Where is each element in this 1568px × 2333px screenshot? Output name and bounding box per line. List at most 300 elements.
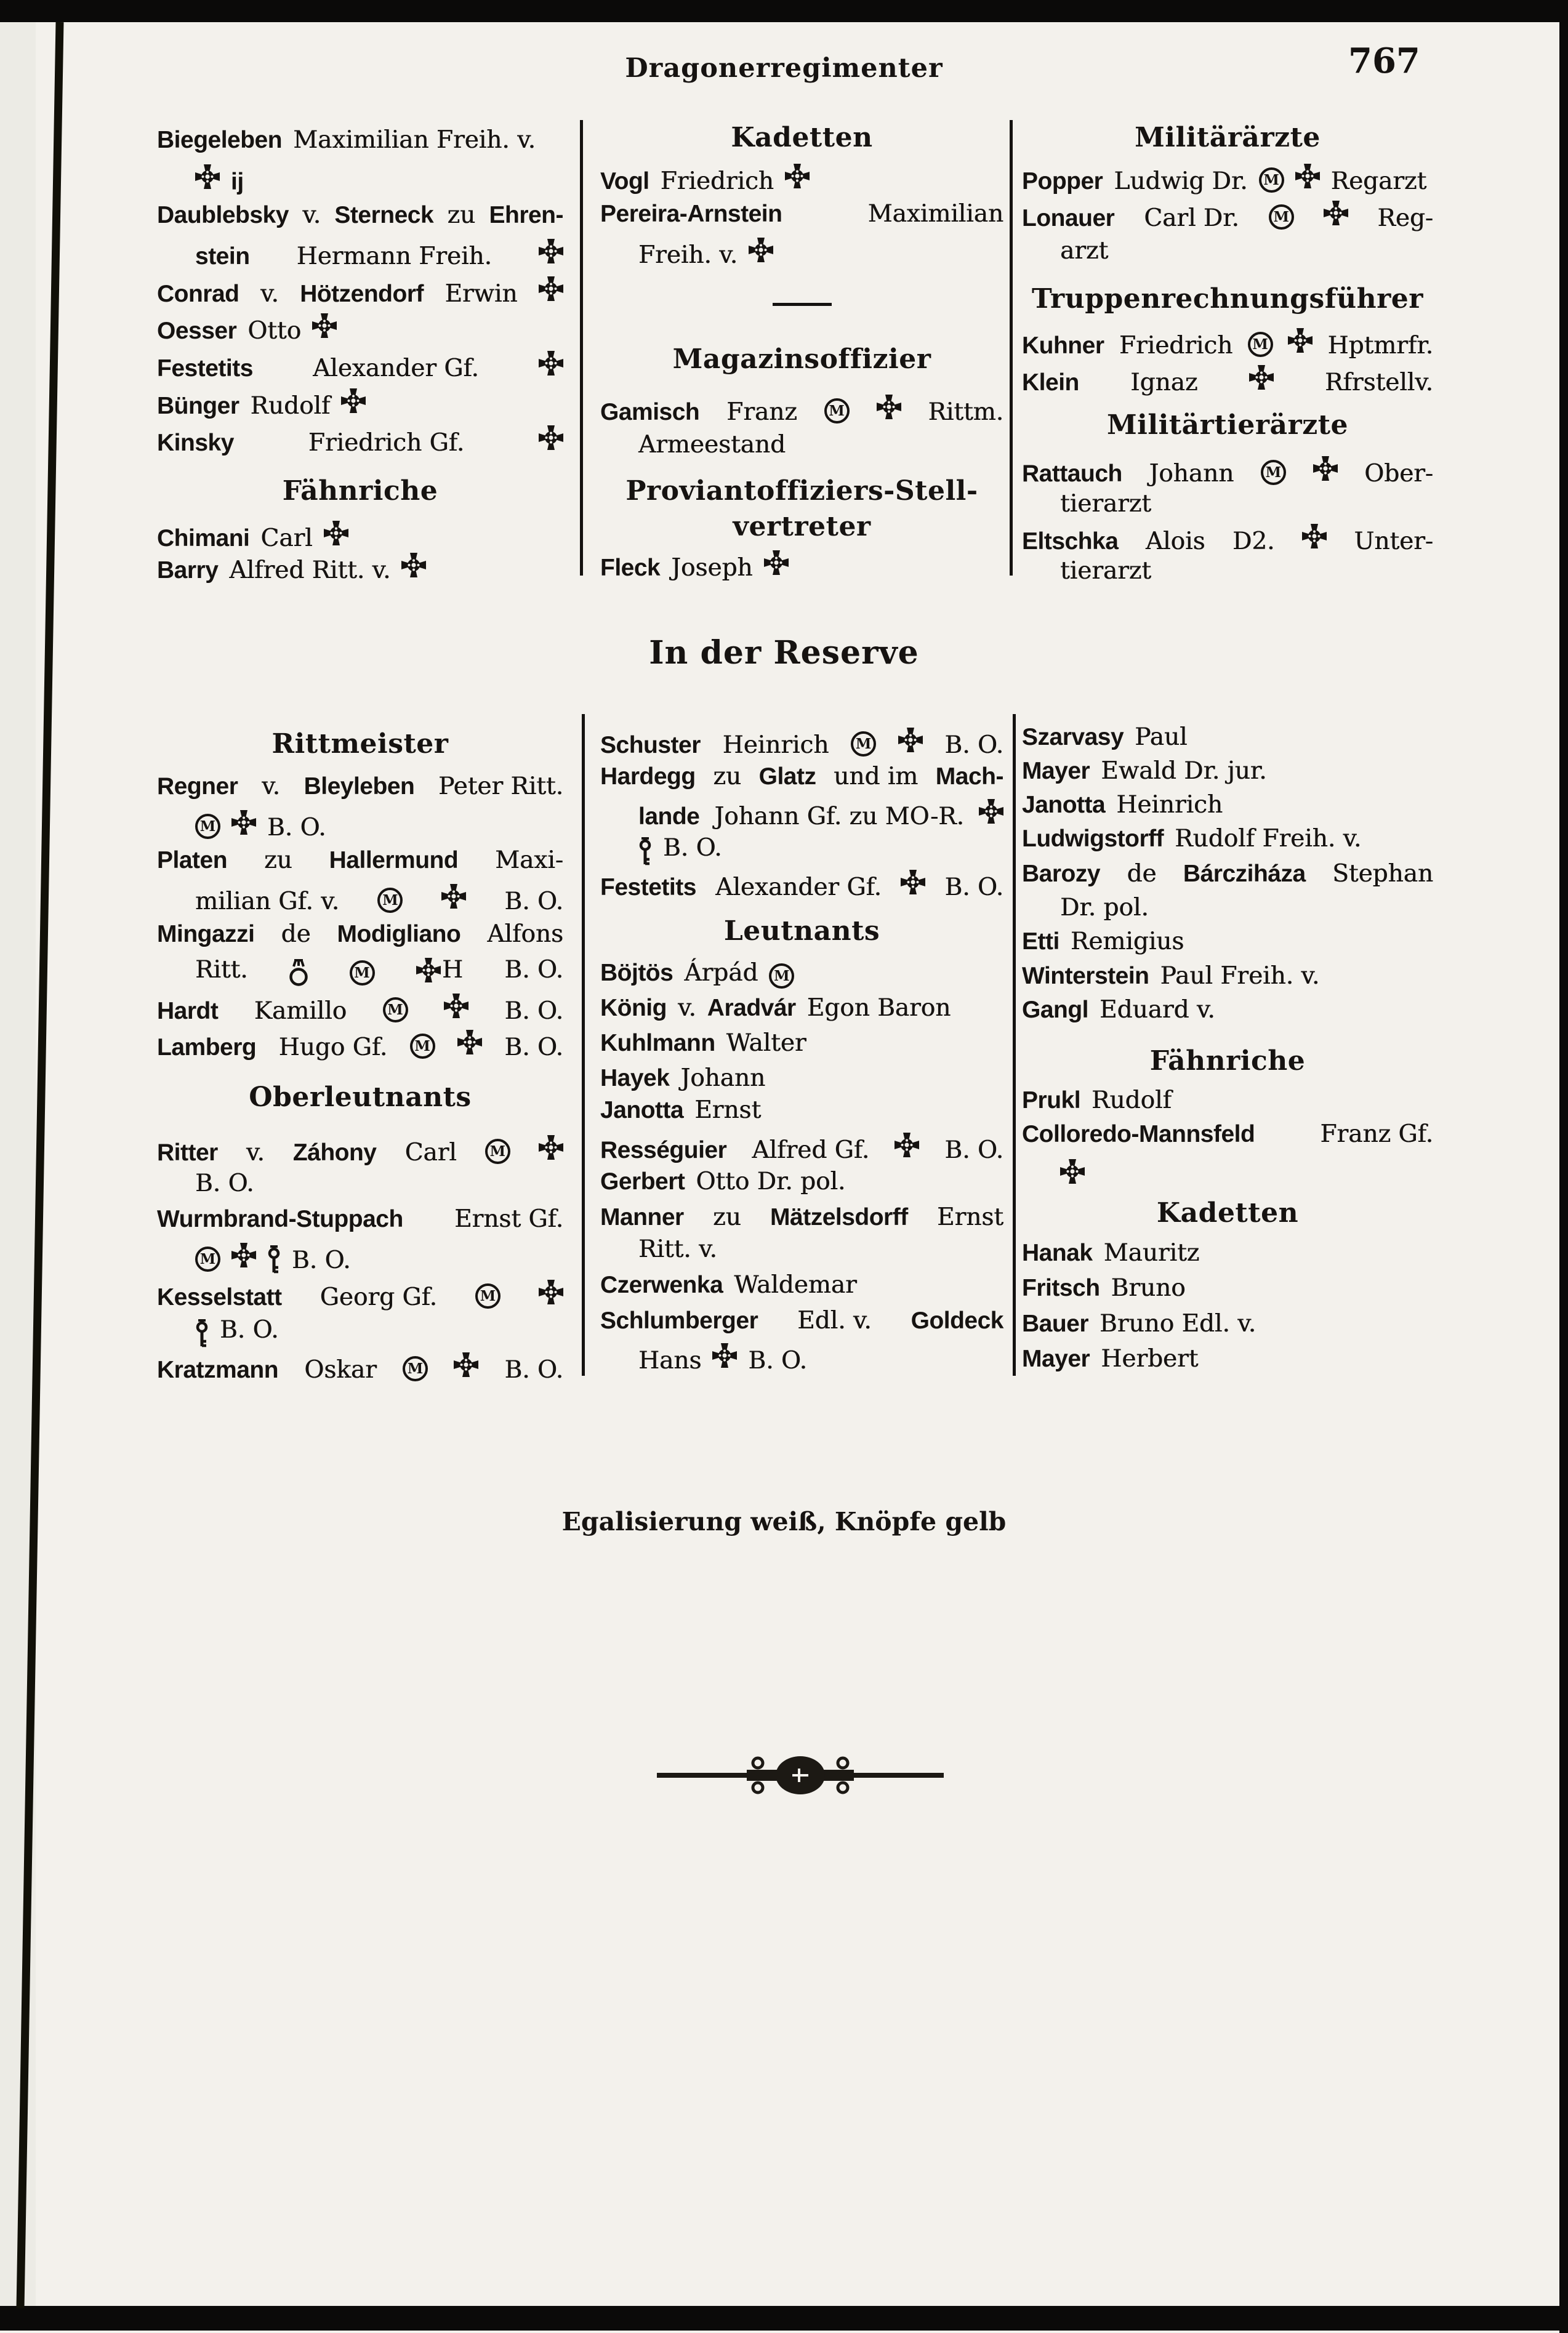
register-entry-line <box>1022 1239 1433 1272</box>
entry-text: Egon Baron <box>806 994 951 1022</box>
entry-text: zu <box>447 201 476 229</box>
entry-text: Ernst <box>937 1203 1003 1231</box>
entry-text: Otto Dr. pol. <box>696 1168 846 1195</box>
register-entry-line <box>600 1064 1003 1098</box>
surname-text: Mätzelsdorff <box>770 1204 908 1231</box>
rank-heading: Truppenrechnungsführer <box>1032 283 1423 315</box>
entry-text: Armeestand <box>638 431 786 459</box>
entry-text: Ritt. v. <box>638 1235 717 1263</box>
entry-text: H <box>441 956 463 984</box>
register-entry-line <box>157 1352 563 1385</box>
entry-text: v. <box>260 280 279 308</box>
entry-text: Otto <box>247 317 302 345</box>
surname-text: Czerwenka <box>600 1272 723 1298</box>
military-cross-icon <box>341 388 366 414</box>
entry-text: B. O. <box>292 1247 351 1274</box>
surname-text: Kesselstatt <box>157 1284 282 1311</box>
surname-text: Kuhlmann <box>600 1030 715 1056</box>
military-cross-icon <box>901 869 925 895</box>
entry-text: Maximilian <box>867 200 1003 228</box>
surname-text: Etti <box>1022 928 1059 955</box>
entry-text: B. O. <box>944 1136 1003 1164</box>
surname-text: Záhony <box>292 1139 377 1166</box>
scan-edge-right <box>1559 18 1568 2333</box>
entry-text: Rudolf <box>1092 1086 1172 1114</box>
entry-text: Alexander Gf. <box>313 355 479 382</box>
register-entry-line <box>195 1242 563 1275</box>
register-entry-line <box>195 238 563 271</box>
entry-text: B. O. <box>748 1347 807 1375</box>
column-divider <box>1013 714 1016 1376</box>
entry-text: Reg- <box>1377 204 1433 232</box>
register-entry-line <box>600 1096 1003 1130</box>
register-entry-line <box>1022 757 1433 790</box>
entry-text: B. O. <box>504 888 563 915</box>
entry-text: zu <box>713 763 741 790</box>
entry-text: B. O. <box>504 997 563 1025</box>
military-cross-icon <box>895 1132 919 1158</box>
surname-text: Popper <box>1022 168 1103 195</box>
circled-m-icon: M <box>410 1034 435 1059</box>
book-gutter-line <box>0 0 86 2331</box>
register-entry-line <box>157 552 563 585</box>
surname-text: Manner <box>600 1204 684 1231</box>
military-cross-icon <box>979 798 1003 824</box>
rank-heading: Militärärzte <box>1135 122 1321 153</box>
circled-m-icon: M <box>475 1283 501 1309</box>
surname-text: Gangl <box>1022 997 1089 1023</box>
surname-text: Gerbert <box>600 1168 685 1195</box>
circled-m-icon: M <box>485 1139 510 1164</box>
surname-text: Festetits <box>157 355 253 382</box>
register-entry-line <box>638 431 1003 464</box>
surname-text: Bleyleben <box>304 773 415 800</box>
entry-text: B. O. <box>220 1316 279 1344</box>
entry-text: Maximilian Freih. v. <box>293 126 536 154</box>
entry-text: Kamillo <box>254 997 347 1025</box>
register-entry-line <box>195 164 563 197</box>
entry-text: Bruno <box>1111 1274 1186 1302</box>
entry-text: Franz Gf. <box>1320 1120 1433 1148</box>
entry-text: Rfrstellv. <box>1325 369 1433 396</box>
rank-heading: Magazinsoffizier <box>672 343 931 375</box>
entry-text: Franz <box>726 398 797 426</box>
military-cross-icon <box>877 394 901 420</box>
surname-text: Modigliano <box>337 921 461 947</box>
surname-text: Fritsch <box>1022 1275 1100 1301</box>
circled-m-icon: M <box>1269 204 1294 230</box>
military-cross-icon <box>712 1343 737 1368</box>
military-cross-icon <box>898 727 923 753</box>
entry-text: Eduard v. <box>1100 996 1215 1024</box>
surname-text: Janotta <box>600 1097 684 1123</box>
register-entry-line <box>1060 490 1433 523</box>
circled-m-icon: M <box>403 1356 428 1381</box>
entry-text: D2. <box>1232 528 1275 555</box>
entry-text: Carl Dr. <box>1144 204 1239 232</box>
register-entry-line <box>600 1029 1003 1062</box>
register-entry-line <box>1022 996 1433 1029</box>
entry-text: Hptmrfr. <box>1327 332 1433 359</box>
entry-text: tierarzt <box>1060 557 1151 585</box>
circled-m-icon: M <box>377 888 403 913</box>
surname-text: lande <box>638 803 700 830</box>
entry-text: Ludwig Dr. <box>1114 167 1248 195</box>
entry-text: Heinrich <box>1116 791 1223 819</box>
circled-m-icon: M <box>383 997 408 1022</box>
register-entry-line <box>638 798 1003 832</box>
military-cross-icon <box>444 993 468 1019</box>
entry-text: B. O. <box>504 1034 563 1061</box>
military-cross-icon <box>1249 364 1274 390</box>
surname-text: Prukl <box>1022 1087 1081 1114</box>
entry-text: B. O. <box>195 1170 254 1197</box>
register-entry-line <box>1022 327 1433 361</box>
register-entry-line <box>1060 237 1433 270</box>
register-entry-line <box>157 520 563 553</box>
page-number: 767 <box>1348 41 1420 81</box>
military-cross-icon <box>324 520 348 546</box>
rank-heading: Kadetten <box>731 122 873 153</box>
entry-text: Regarzt <box>1330 167 1427 195</box>
surname-text: Glatz <box>758 763 816 790</box>
surname-text: Colloredo-Mannsfeld <box>1022 1121 1255 1147</box>
entry-text: Árpád <box>684 959 758 987</box>
register-entry-line <box>1022 1120 1433 1154</box>
circled-m-icon: M <box>851 731 876 757</box>
surname-text: Janotta <box>1022 792 1106 818</box>
surname-text: Chimani <box>157 525 250 552</box>
surname-text: Conrad <box>157 281 239 307</box>
entry-text: Herbert <box>1101 1345 1199 1373</box>
surname-text: Hötzendorf <box>300 281 424 307</box>
register-entry-line <box>1022 163 1433 196</box>
entry-text: Johann Gf. zu MO-R. <box>714 803 964 830</box>
military-cross-icon <box>539 425 563 451</box>
register-entry-line <box>1022 1086 1433 1120</box>
military-cross-icon <box>312 313 337 339</box>
entry-text: de <box>281 920 311 948</box>
register-entry-line <box>1022 456 1433 489</box>
military-cross-icon <box>1295 163 1320 189</box>
military-cross-icon <box>401 552 426 578</box>
entry-text: Stephan <box>1332 860 1433 888</box>
register-entry-line <box>1022 1310 1433 1343</box>
surname-text: Bauer <box>1022 1311 1089 1337</box>
surname-text: König <box>600 995 667 1021</box>
register-entry-line <box>600 1271 1003 1304</box>
surname-text: Mingazzi <box>157 921 255 947</box>
entry-text: arzt <box>1060 237 1109 265</box>
register-entry-line <box>1022 1274 1433 1307</box>
register-entry-line <box>600 869 1003 902</box>
register-entry-line <box>157 388 563 421</box>
entry-text: Alexander Gf. <box>715 873 882 901</box>
surname-text: Regner <box>157 773 238 800</box>
surname-text: Mayer <box>1022 758 1090 784</box>
entry-text: Hans <box>638 1347 702 1375</box>
register-entry-line <box>157 773 563 806</box>
military-cross-icon <box>1302 523 1327 549</box>
register-entry-line <box>600 1168 1003 1201</box>
register-entry-line <box>600 1132 1003 1165</box>
surname-text: Hardt <box>157 998 219 1024</box>
surname-text: Kinsky <box>157 430 234 456</box>
surname-text: Bárcziháza <box>1183 861 1306 887</box>
military-cross-icon <box>539 238 563 264</box>
surname-text: Barozy <box>1022 861 1101 887</box>
military-cross-icon <box>457 1029 482 1055</box>
entry-text: tierarzt <box>1060 490 1151 518</box>
register-entry-line <box>1022 364 1433 398</box>
surname-text: Platen <box>157 847 228 873</box>
rank-heading: Fähnriche <box>282 475 438 507</box>
register-entry-line <box>157 201 563 235</box>
entry-text: Ritt. <box>195 956 248 984</box>
surname-text: Biegeleben <box>157 127 283 153</box>
register-entry-line <box>600 1307 1003 1340</box>
entry-text: Remigius <box>1070 928 1184 955</box>
entry-text: Hermann Freih. <box>296 243 492 270</box>
surname-text: Vogl <box>600 168 649 195</box>
register-entry-line <box>600 727 1003 760</box>
register-entry-line <box>195 809 563 843</box>
surname-text: Rattauch <box>1022 460 1122 487</box>
surname-text: Kuhner <box>1022 332 1104 359</box>
circled-m-icon: M <box>350 960 375 986</box>
rank-heading: Militärtierärzte <box>1106 409 1349 441</box>
register-entry-line <box>638 1343 1003 1376</box>
surname-text: Fleck <box>600 555 661 581</box>
surname-text: Wurmbrand-Stuppach <box>157 1206 403 1232</box>
entry-text: B. O. <box>504 1356 563 1384</box>
surname-text: Lamberg <box>157 1034 257 1061</box>
entry-text: und im <box>834 763 919 790</box>
register-entry-line <box>157 1205 563 1239</box>
entry-text: Paul <box>1135 723 1188 751</box>
entry-text: B. O. <box>504 956 563 984</box>
surname-text: Winterstein <box>1022 963 1149 989</box>
entry-text: Alfred Gf. <box>752 1136 870 1164</box>
page-title: Dragonerregimenter <box>625 53 943 84</box>
surname-text: Hanak <box>1022 1240 1093 1266</box>
register-entry-line <box>600 763 1003 796</box>
surname-text: Festetits <box>600 874 696 901</box>
entry-text: Unter- <box>1354 528 1433 555</box>
entry-text: milian Gf. v. <box>195 888 339 915</box>
entry-text: zu <box>713 1203 741 1231</box>
entry-text: Edl. v. <box>797 1307 872 1335</box>
register-entry-line <box>195 956 563 989</box>
rank-heading: Rittmeister <box>271 728 449 760</box>
military-cross-icon <box>454 1352 478 1378</box>
register-entry-line <box>157 276 563 309</box>
military-cross-icon <box>195 164 220 190</box>
entry-text: Waldemar <box>734 1271 857 1299</box>
surname-text: Pereira-Arnstein <box>600 201 782 227</box>
entry-text: Alfons <box>487 920 563 948</box>
circled-m-icon: M <box>1261 460 1286 485</box>
military-cross-icon <box>231 809 256 835</box>
entry-text: Freih. v. <box>638 241 738 269</box>
military-cross-icon <box>539 276 563 302</box>
entry-text: Peter Ritt. <box>438 773 563 800</box>
scan-edge-bottom <box>0 2306 1568 2331</box>
entry-text: v. <box>677 994 696 1022</box>
register-entry-line <box>157 846 563 880</box>
entry-text: zu <box>264 846 292 874</box>
entry-text: Carl <box>260 524 313 552</box>
register-entry-line <box>157 313 563 346</box>
circled-m-icon: M <box>1259 167 1284 193</box>
entry-text: Maxi- <box>495 846 563 874</box>
surname-text: Lonauer <box>1022 205 1115 231</box>
military-cross-icon <box>1288 327 1313 353</box>
short-divider-rule <box>773 303 832 306</box>
surname-text: Sterneck <box>334 202 434 228</box>
entry-text: Alois <box>1145 528 1205 555</box>
register-entry-line <box>1022 825 1433 858</box>
column-divider <box>1010 120 1013 576</box>
circled-m-icon: M <box>195 814 220 839</box>
circled-m-icon: M <box>1248 332 1273 357</box>
register-entry-line <box>1022 200 1433 233</box>
surname-text: Eltschka <box>1022 528 1119 555</box>
entry-text: de <box>1127 860 1157 888</box>
entry-text: Friedrich <box>660 167 774 195</box>
surname-text: Schlumberger <box>600 1307 758 1334</box>
entry-text: Paul Freih. v. <box>1160 962 1320 990</box>
register-entry-line <box>600 959 1003 992</box>
register-entry-line <box>600 163 1003 196</box>
register-entry-line <box>1060 894 1433 927</box>
surname-text: Ehren- <box>489 202 563 228</box>
military-cross-icon <box>1313 456 1338 481</box>
entry-text: Ernst Gf. <box>454 1205 563 1233</box>
surname-text: Hallermund <box>329 847 459 873</box>
surname-text: Ritter <box>157 1139 218 1166</box>
surname-text: Aradvár <box>707 995 796 1021</box>
circled-m-icon: M <box>824 398 850 424</box>
surname-text: Oesser <box>157 318 237 344</box>
surname-text: Böjtös <box>600 960 673 986</box>
register-entry-line <box>195 883 563 917</box>
register-entry-line <box>1060 1158 1433 1192</box>
entry-text: Hugo Gf. <box>278 1034 388 1061</box>
entry-text: Ober- <box>1364 460 1433 488</box>
military-cross-icon <box>785 163 810 189</box>
military-cross-icon <box>416 957 441 983</box>
surname-text: Klein <box>1022 369 1079 396</box>
military-cross-icon <box>764 550 789 576</box>
section-heading-reserve: In der Reserve <box>649 634 919 672</box>
entry-text: Ernst <box>694 1096 762 1124</box>
entry-text: Dr. pol. <box>1060 894 1149 922</box>
entry-text: Ewald Dr. jur. <box>1101 757 1267 785</box>
register-entry-line <box>1022 523 1433 556</box>
register-entry-line <box>1060 557 1433 590</box>
register-entry-line <box>157 920 563 954</box>
register-entry-line <box>157 126 563 159</box>
military-cross-icon <box>1324 200 1348 226</box>
entry-text: Rudolf Freih. v. <box>1175 825 1362 853</box>
register-entry-line <box>1022 1345 1433 1378</box>
register-entry-line <box>157 350 563 383</box>
surname-text: Bünger <box>157 393 239 419</box>
rank-heading: Kadetten <box>1156 1197 1299 1229</box>
rank-heading: Leutnants <box>723 915 880 947</box>
register-entry-line <box>600 200 1003 233</box>
register-entry-line <box>1022 860 1433 893</box>
surname-text: Mach- <box>935 763 1003 790</box>
uniform-note: Egalisierung weiß, Knöpfe gelb <box>561 1507 1007 1536</box>
entry-text: Oskar <box>304 1356 377 1384</box>
register-entry-line <box>157 993 563 1026</box>
surname-text: Ludwigstorff <box>1022 825 1164 852</box>
surname-text: Szarvasy <box>1022 724 1124 750</box>
register-entry-line <box>1022 962 1433 995</box>
rank-heading: Oberleutnants <box>249 1082 472 1113</box>
entry-text: Bruno Edl. v. <box>1100 1310 1256 1338</box>
register-entry-line <box>195 1316 563 1349</box>
entry-text: Rittm. <box>928 398 1003 426</box>
surname-text: Kratzmann <box>157 1357 279 1383</box>
entry-text: Mauritz <box>1103 1239 1200 1267</box>
entry-text: Friedrich <box>1119 332 1233 359</box>
entry-text: Ignaz <box>1130 369 1198 396</box>
entry-text: Johann <box>680 1064 766 1092</box>
military-cross-icon <box>231 1242 256 1268</box>
entry-text: Heinrich <box>722 731 829 759</box>
register-entry-line <box>638 1235 1003 1269</box>
military-cross-icon <box>539 350 563 376</box>
military-cross-icon <box>539 1134 563 1160</box>
register-entry-line <box>600 394 1003 427</box>
surname-text: Rességuier <box>600 1137 727 1163</box>
entry-text: B. O. <box>944 873 1003 901</box>
circled-m-icon: M <box>769 963 794 989</box>
surname-text: Schuster <box>600 732 701 758</box>
surname-text: Daublebsky <box>157 202 289 228</box>
surname-text: Hardegg <box>600 763 696 790</box>
register-entry-line <box>600 550 1003 583</box>
key-icon <box>267 1244 281 1274</box>
rank-heading: Fähnriche <box>1149 1045 1306 1077</box>
entry-text: v. <box>246 1139 265 1166</box>
military-cross-icon <box>749 237 773 263</box>
column-divider <box>580 120 583 576</box>
entry-text: B. O. <box>663 834 722 862</box>
entry-text: Walter <box>726 1029 806 1057</box>
military-cross-icon <box>441 883 466 909</box>
scan-edge-top <box>0 0 1568 22</box>
surname-text: Hayek <box>600 1065 670 1091</box>
register-entry-line <box>1022 723 1433 757</box>
military-cross-icon <box>1060 1158 1085 1184</box>
register-entry-line <box>1022 928 1433 961</box>
entry-text: B. O. <box>944 731 1003 759</box>
military-cross-icon <box>539 1279 563 1305</box>
register-entry-line <box>157 1134 563 1168</box>
entry-text: Carl <box>404 1139 457 1166</box>
register-entry-line <box>157 1279 563 1312</box>
key-icon <box>638 836 652 865</box>
rank-heading: Proviantoffiziers-Stell- <box>625 475 978 507</box>
register-entry-line <box>195 1170 563 1203</box>
key-icon <box>195 1318 209 1347</box>
entry-text: Erwin <box>444 280 518 308</box>
surname-text: Gamisch <box>600 399 700 425</box>
